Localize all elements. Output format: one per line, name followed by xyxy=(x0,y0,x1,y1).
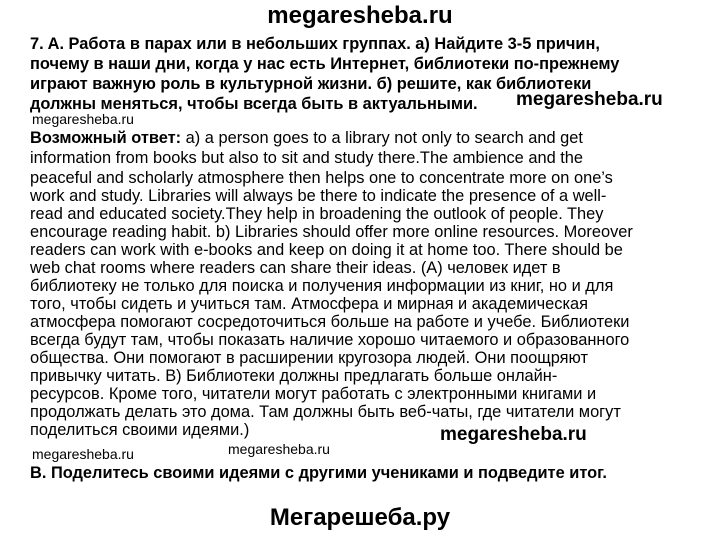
answer-line: ресурсов. Кроме того, читатели могут работать с электронными книгами и xyxy=(30,385,597,403)
answer-line: всегда будут там, чтобы показать наличие хорошо читаемого и образованного xyxy=(30,331,630,349)
task-line: 7. A. Работа в парах или в небольших группах. а) Найдите 3-5 причин, xyxy=(30,35,600,53)
answer-line: work and study. Libraries will always be there to indicate the presence of a well- xyxy=(30,187,607,205)
answer-label: Возможный ответ: xyxy=(30,129,182,147)
site-header: megaresheba.ru xyxy=(267,2,453,29)
watermark: megaresheba.ru xyxy=(516,89,663,110)
answer-text: a) a person goes to a library not only to search and get xyxy=(181,129,583,147)
watermark: megaresheba.ru xyxy=(440,424,587,445)
answer-first-line xyxy=(30,128,583,148)
task-line: почему в наши дни, когда у нас есть Интернет, библиотеки по-прежнему xyxy=(30,55,620,73)
watermark: megaresheba.ru xyxy=(228,441,330,457)
answer-line: общества. Они помогают в расширении кругозора людей. Они поощряют xyxy=(30,349,588,367)
site-footer: Мегарешеба.ру xyxy=(269,504,451,531)
task-line: играют важную роль в культурной жизни. б) решите, как библиотеки xyxy=(30,75,592,93)
task-b: B. Поделитесь своими идеями с другими учениками и подведите итог. xyxy=(30,464,607,482)
answer-line: библиотеку не только для поиска и получения информации из книг, но и для xyxy=(30,277,614,295)
answer-line: encourage reading habit. b) Libraries should offer more online resources. Moreover xyxy=(30,223,633,241)
answer-line: поделиться своими идеями.) xyxy=(30,421,250,439)
answer-line: web chat rooms where readers can share their ideas. (A) человек идет в xyxy=(30,259,561,277)
answer-line: привычку читать. B) Библиотеки должны предлагать больше онлайн- xyxy=(30,367,558,385)
watermark: megaresheba.ru xyxy=(32,111,134,127)
task-line: должны меняться, чтобы всегда быть в актуальными. xyxy=(30,95,478,113)
answer-line: readers can work with e-books and keep on doing it at home too. There should be xyxy=(30,241,623,259)
answer-line: продолжать делать это дома. Там должны быть веб-чаты, где читатели могут xyxy=(30,403,621,421)
answer-line: read and educated society.They help in broadening the outlook of people. They xyxy=(30,205,604,223)
watermark: megaresheba.ru xyxy=(32,446,134,462)
answer-line: атмосфера помогают сосредоточиться больше на работе и учебе. Библиотеки xyxy=(30,313,630,331)
answer-line: peaceful and scholarly atmosphere then helps one to concentrate more on one’s xyxy=(30,169,613,187)
answer-line: того, чтобы сидеть и учиться там. Атмосфера и мирная и академическая xyxy=(30,295,588,313)
answer-line: information from books but also to sit and study there.The ambience and the xyxy=(30,149,584,167)
